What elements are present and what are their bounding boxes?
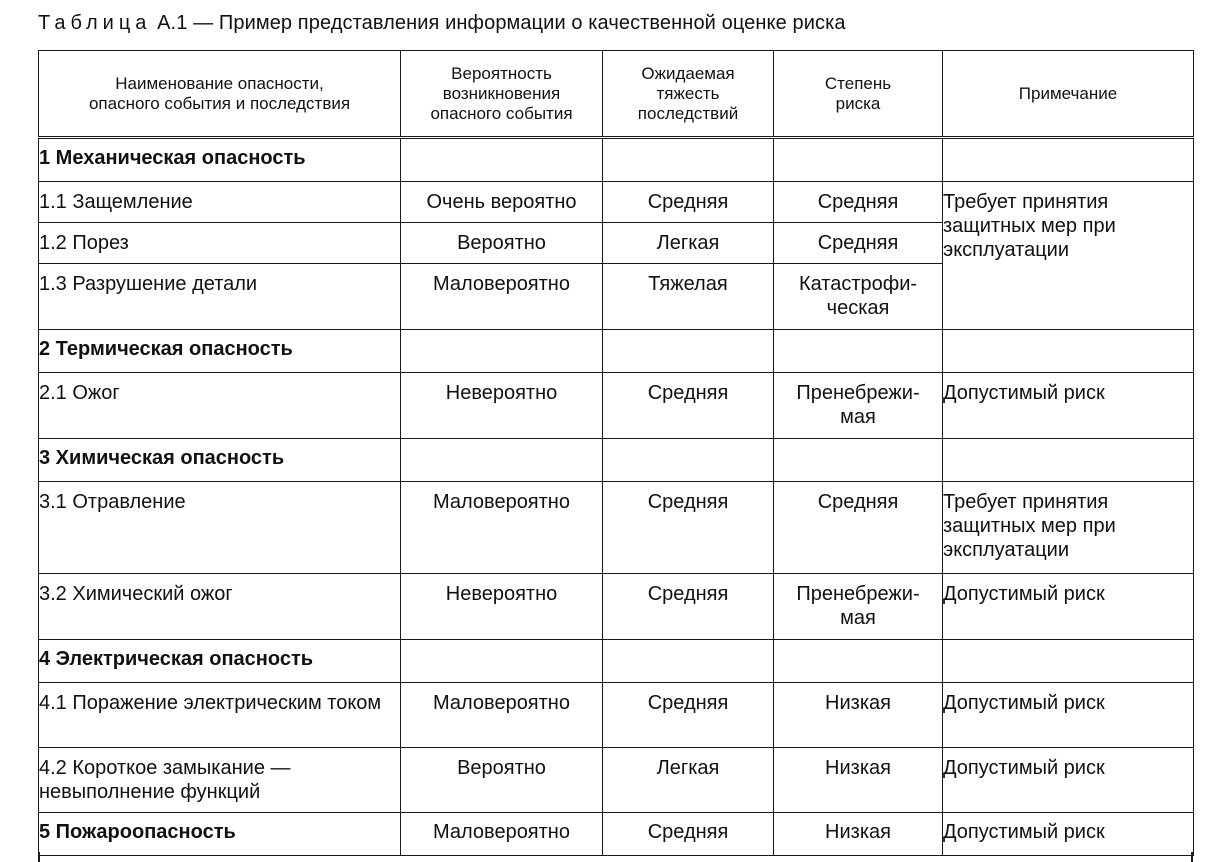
- hazard-name: 1.1 Защемление: [39, 182, 401, 223]
- empty-cell: [774, 439, 943, 482]
- hazard-name: [39, 748, 401, 813]
- severity-cell: Средняя: [603, 482, 774, 574]
- section-row-fire: [39, 813, 1194, 856]
- caption-title: Пример представления информации о качественной оценке риска: [218, 12, 846, 34]
- header-line: Наименование опасности,: [115, 73, 324, 93]
- severity-cell: Тяжелая: [603, 264, 774, 330]
- caption-label: Таблица: [38, 12, 152, 34]
- risk-line: Катастрофи-: [798, 273, 918, 295]
- header-line: опасного события: [430, 103, 573, 123]
- empty-cell: [943, 330, 1194, 373]
- section-title: 1 Механическая опасность: [39, 138, 401, 182]
- risk-cell: Средняя: [774, 223, 943, 264]
- caption-number: А.1: [157, 12, 188, 34]
- empty-cell: [401, 640, 603, 683]
- risk-line: мая: [840, 406, 876, 428]
- severity-cell: Легкая: [603, 223, 774, 264]
- risk-cell: Низкая: [774, 748, 943, 813]
- column-header-severity: [603, 51, 774, 138]
- hazard-name: 1.2 Порез: [39, 223, 401, 264]
- empty-cell: [401, 330, 603, 373]
- empty-cell: [943, 138, 1194, 182]
- empty-cell: [943, 439, 1194, 482]
- note-cell: Допустимый риск: [943, 813, 1194, 856]
- risk-cell: [774, 264, 943, 330]
- risk-cell: Низкая: [774, 813, 943, 856]
- note-cell: Допустимый риск: [943, 683, 1194, 748]
- risk-cell: Средняя: [774, 482, 943, 574]
- header-line: риска: [835, 93, 881, 113]
- caption-dash: —: [193, 12, 214, 34]
- empty-cell: [943, 640, 1194, 683]
- note-cell: Допустимый риск: [943, 748, 1194, 813]
- note-line: Требует принятия: [943, 491, 1109, 513]
- empty-cell: [401, 439, 603, 482]
- column-header-probability: [401, 51, 603, 138]
- note-cell-merged: [943, 182, 1194, 330]
- probability-cell: Невероятно: [401, 574, 603, 640]
- risk-cell: Средняя: [774, 182, 943, 223]
- empty-cell: [401, 138, 603, 182]
- header-line: Вероятность: [451, 63, 552, 83]
- probability-cell: Вероятно: [401, 223, 603, 264]
- risk-line: Пренебрежи-: [796, 583, 920, 605]
- note-line: эксплуатации: [943, 239, 1069, 261]
- empty-cell: [774, 330, 943, 373]
- note-line: защитных мер при: [943, 515, 1116, 537]
- probability-cell: Очень вероятно: [401, 182, 603, 223]
- note-line: Требует принятия: [943, 191, 1109, 213]
- section-row-mechanical: [39, 138, 1194, 182]
- header-line: опасного события и последствия: [88, 93, 351, 113]
- header-line: тяжесть: [656, 83, 720, 103]
- section-row-chemical: [39, 439, 1194, 482]
- hazard-name: 1.3 Разрушение детали: [39, 264, 401, 330]
- severity-cell: Средняя: [603, 373, 774, 439]
- severity-cell: Средняя: [603, 574, 774, 640]
- probability-cell: Маловероятно: [401, 683, 603, 748]
- header-line: Примечание: [1018, 83, 1118, 103]
- risk-line: ческая: [826, 297, 890, 319]
- empty-cell: [603, 330, 774, 373]
- header-line: возникновения: [442, 83, 561, 103]
- table-row: [39, 574, 1194, 640]
- header-line: Ожидаемая: [641, 63, 735, 83]
- risk-line: Пренебрежи-: [796, 382, 920, 404]
- empty-cell: [774, 640, 943, 683]
- header-row: [39, 51, 1194, 138]
- probability-cell: Маловероятно: [401, 482, 603, 574]
- risk-cell: [774, 373, 943, 439]
- severity-cell: Средняя: [603, 813, 774, 856]
- risk-line: мая: [840, 607, 876, 629]
- note-line: защитных мер при: [943, 215, 1116, 237]
- note-cell: Допустимый риск: [943, 574, 1194, 640]
- hazard-name: 2.1 Ожог: [39, 373, 401, 439]
- section-title: 5 Пожароопасность: [39, 813, 401, 856]
- table-row: [39, 482, 1194, 574]
- section-row-thermal: [39, 330, 1194, 373]
- column-header-risk: [774, 51, 943, 138]
- severity-cell: Легкая: [603, 748, 774, 813]
- table-row: [39, 182, 1194, 223]
- table-row: [39, 373, 1194, 439]
- column-header-note: [943, 51, 1194, 138]
- severity-cell: Средняя: [603, 683, 774, 748]
- section-title: 4 Электрическая опасность: [39, 640, 401, 683]
- empty-cell: [774, 138, 943, 182]
- probability-cell: Маловероятно: [401, 813, 603, 856]
- table-row: [39, 683, 1194, 748]
- table-continuation-line-left: [38, 852, 40, 862]
- header-line: Степень: [824, 73, 892, 93]
- empty-cell: [603, 439, 774, 482]
- hazard-name-line: невыполнение функций: [39, 781, 261, 803]
- header-line: последствий: [637, 103, 739, 123]
- section-row-electrical: [39, 640, 1194, 683]
- note-cell: Допустимый риск: [943, 373, 1194, 439]
- column-header-hazard: [39, 51, 401, 138]
- table-continuation-line-right: [1191, 852, 1193, 862]
- note-line: эксплуатации: [943, 539, 1069, 561]
- section-title: 3 Химическая опасность: [39, 439, 401, 482]
- table-caption: [38, 12, 846, 35]
- empty-cell: [603, 138, 774, 182]
- probability-cell: Невероятно: [401, 373, 603, 439]
- section-title: 2 Термическая опасность: [39, 330, 401, 373]
- hazard-name: 4.1 Поражение электрическим током: [39, 683, 401, 748]
- probability-cell: Маловероятно: [401, 264, 603, 330]
- risk-cell: Низкая: [774, 683, 943, 748]
- risk-assessment-table: [38, 50, 1194, 856]
- empty-cell: [603, 640, 774, 683]
- hazard-name-line: 4.2 Короткое замыкание —: [39, 757, 291, 779]
- risk-cell: [774, 574, 943, 640]
- note-cell: [943, 482, 1194, 574]
- table-row: [39, 748, 1194, 813]
- hazard-name: 3.2 Химический ожог: [39, 574, 401, 640]
- probability-cell: Вероятно: [401, 748, 603, 813]
- hazard-name: 3.1 Отравление: [39, 482, 401, 574]
- severity-cell: Средняя: [603, 182, 774, 223]
